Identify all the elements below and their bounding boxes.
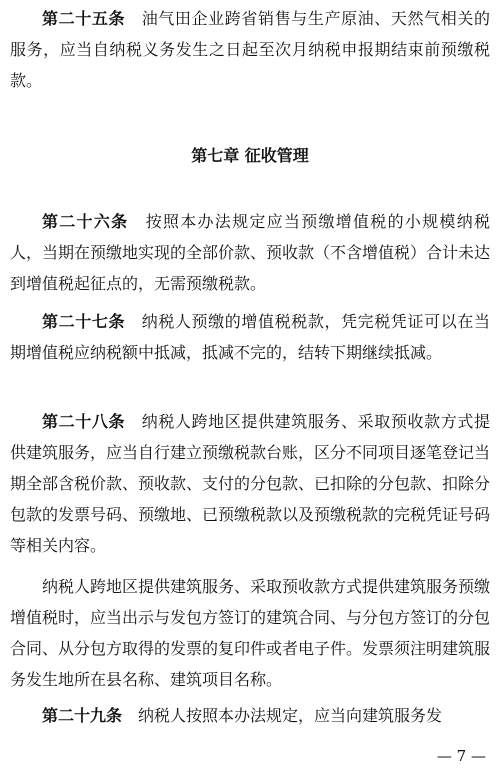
- article-28-text: 纳税人跨地区提供建筑服务、采取预收款方式提供建筑服务，应当自行建立预缴税款台账，区分不同项目逐笔登记当期全部含税价款、预收款、支付的分包款、已扣除的分包款、扣除分包款的发票号码、预缴地、已预缴税款以及预缴税款的完税凭证号码等相关内容。: [10, 412, 491, 555]
- article-29: [10, 700, 442, 731]
- article-29-number: 第二十九条: [42, 706, 123, 725]
- article-27-number: 第二十七条: [42, 312, 126, 331]
- article-26-number: 第二十六条: [42, 212, 129, 231]
- article-29-text: 纳税人按照本办法规定，应当向建筑服务发: [138, 706, 443, 725]
- article-26: [10, 206, 490, 299]
- article-28-number: 第二十八条: [42, 412, 126, 431]
- article-28-continuation: 纳税人跨地区提供建筑服务、采取预收款方式提供建筑服务预缴增值税时，应当出示与发包方签订的建筑合同、与分包方签订的分包合同、从分包方取得的发票的复印件或者电子件。发票须注明建筑服务发生地所在县名称、建筑项目名称。: [10, 577, 491, 689]
- article-28: [10, 406, 490, 561]
- article-27: [10, 306, 490, 368]
- chapter-title: 第七章 征收管理: [191, 146, 309, 165]
- article-26-text: 按照本办法规定应当预缴增值税的小规模纳税人，当期在预缴地实现的全部价款、预收款（不含增值税）合计未达到增值税起征点的，无需预缴税款。: [10, 212, 491, 293]
- article-25-text: 油气田企业跨省销售与生产原油、天然气相关的服务，应当自纳税义务发生之日起至次月纳税申报期结束前预缴税款。: [10, 9, 490, 90]
- article-27-text: 纳税人预缴的增值税税款，凭完税凭证可以在当期增值税应纳税额中抵减，抵减不完的，结转下期继续抵减。: [10, 312, 490, 362]
- article-25-number: 第二十五条: [42, 9, 126, 28]
- page-number: — 7 —: [436, 747, 486, 765]
- article-25: [10, 3, 490, 96]
